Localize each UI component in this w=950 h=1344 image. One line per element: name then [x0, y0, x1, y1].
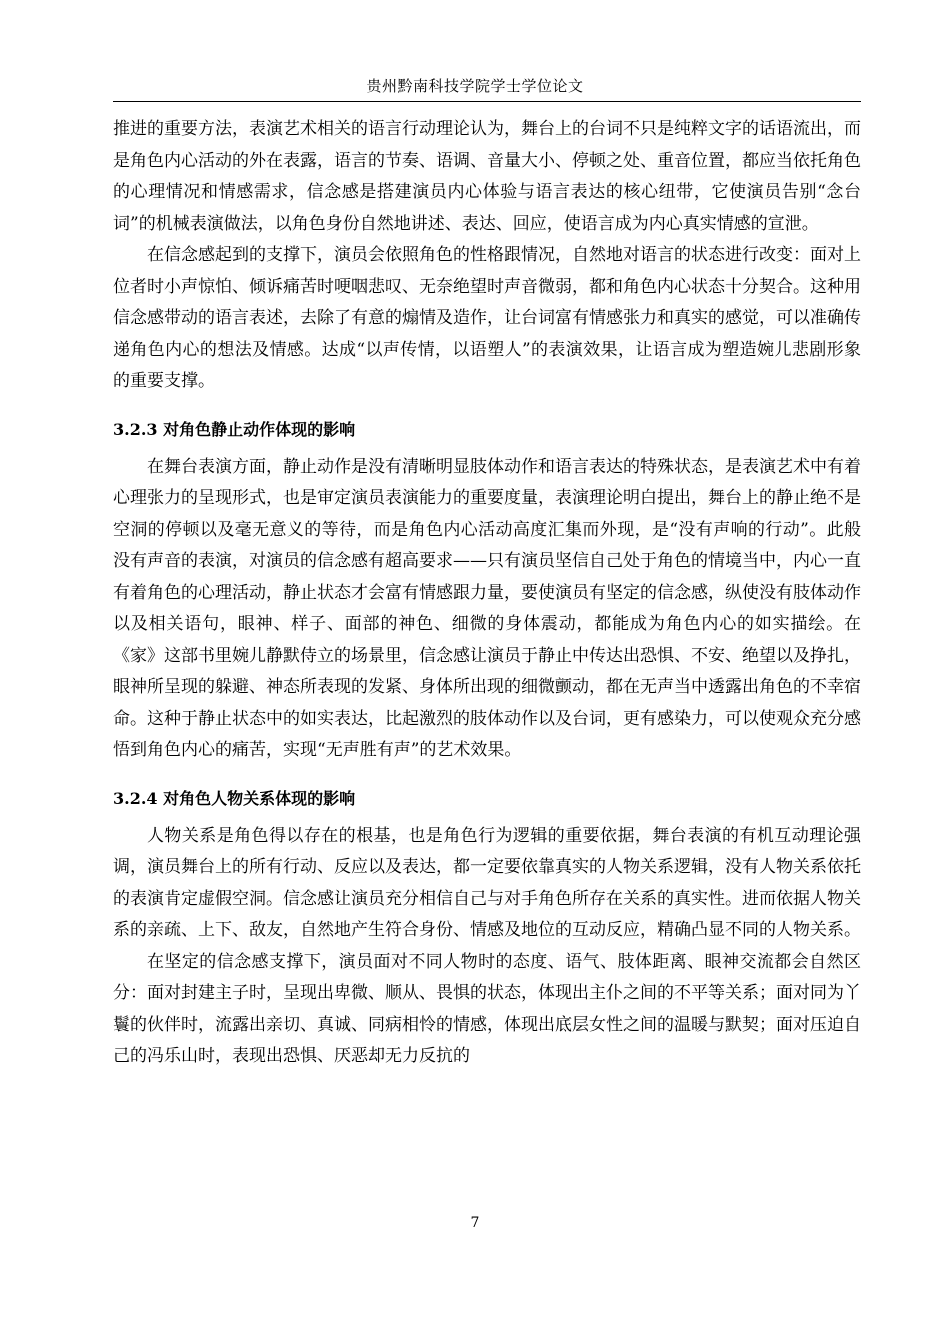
paragraph: 在舞台表演方面，静止动作是没有清晰明显肢体动作和语言表达的特殊状态，是表演艺术中有着心理张力的呈现形式，也是审定演员表演能力的重要度量，表演理论明白提出，舞台上的静止绝不是空洞的停顿以及毫无意义的等待，而是角色内心活动高度汇集而外现，是“没有声响的行动”。此般没有声音的表演，对演员的信念感有超高要求——只有演员坚信自己处于角色的情境当中，内心一直有着角色的心理活动，静止状态才会富有情感跟力量，要使演员有坚定的信念感，纵使没有肢体动作以及相关语句，眼神、样子、面部的神色、细微的身体震动，都能成为角色内心的如实描绘。在《家》这部书里婉儿静默侍立的场景里，信念感让演员于静止中传达出恐惧、不安、绝望以及挣扎，眼神所呈现的躲避、神态所表现的发紧、身体所出现的细微颤动，都在无声当中透露出角色的不幸宿命。这种于静止状态中的如实表达，比起激烈的肢体动作以及台词，更有感染力，可以使观众充分感悟到角色内心的痛苦，实现“无声胜有声”的艺术效果。 [113, 456, 861, 760]
paragraph: 在信念感起到的支撑下，演员会依照角色的性格跟情况，自然地对语言的状态进行改变：面对上位者时小声惊怕、倾诉痛苦时哽咽悲叹、无奈绝望时声音微弱，都和角色内心状态十分契合。这种用信念感带动的语言表述，去除了有意的煽情及造作，让台词富有情感张力和真实的感觉，可以准确传递角色内心的想法及情感。达成“以声传情，以语塑人”的表演效果，让语言成为塑造婉儿悲剧形象的重要支撑。 [113, 245, 861, 391]
page-body [113, 114, 861, 1073]
header-divider [113, 101, 861, 102]
section-heading-3-2-3: 3.2.3 对角色静止动作体现的影响 [113, 419, 356, 439]
thesis-header-title: 贵州黔南科技学院学士学位论文 [366, 77, 584, 95]
paragraph-continued: 推进的重要方法，表演艺术相关的语言行动理论认为，舞台上的台词不只是纯粹文字的话语流出，而是角色内心活动的外在表露，语言的节奏、语调、音量大小、停顿之处、重音位置，都应当依托角色的心理情况和情感需求，信念感是搭建演员内心体验与语言表达的核心纽带，它使演员告别“念台词”的机械表演做法，以角色身份自然地讲述、表达、回应，使语言成为内心真实情感的宣泄。 [113, 119, 861, 234]
paragraph: 在坚定的信念感支撑下，演员面对不同人物时的态度、语气、肢体距离、眼神交流都会自然区分：面对封建主子时，呈现出卑微、顺从、畏惧的状态，体现出主仆之间的不平等关系；面对同为丫鬟的伙伴时，流露出亲切、真诚、同病相怜的情感，体现出底层女性之间的温暖与默契；面对压迫自己的冯乐山时，表现出恐惧、厌恶却无力反抗的 [113, 951, 861, 1066]
paragraph: 人物关系是角色得以存在的根基，也是角色行为逻辑的重要依据，舞台表演的有机互动理论强调，演员舞台上的所有行动、反应以及表达，都一定要依靠真实的人物关系逻辑，没有人物关系依托的表演肯定虚假空洞。信念感让演员充分相信自己与对手角色所存在关系的真实性。进而依据人物关系的亲疏、上下、敌友，自然地产生符合身份、情感及地位的互动反应，精确凸显不同的人物关系。 [113, 825, 861, 940]
page-number: 7 [470, 1215, 480, 1231]
section-heading-3-2-4: 3.2.4 对角色人物关系体现的影响 [113, 788, 356, 808]
